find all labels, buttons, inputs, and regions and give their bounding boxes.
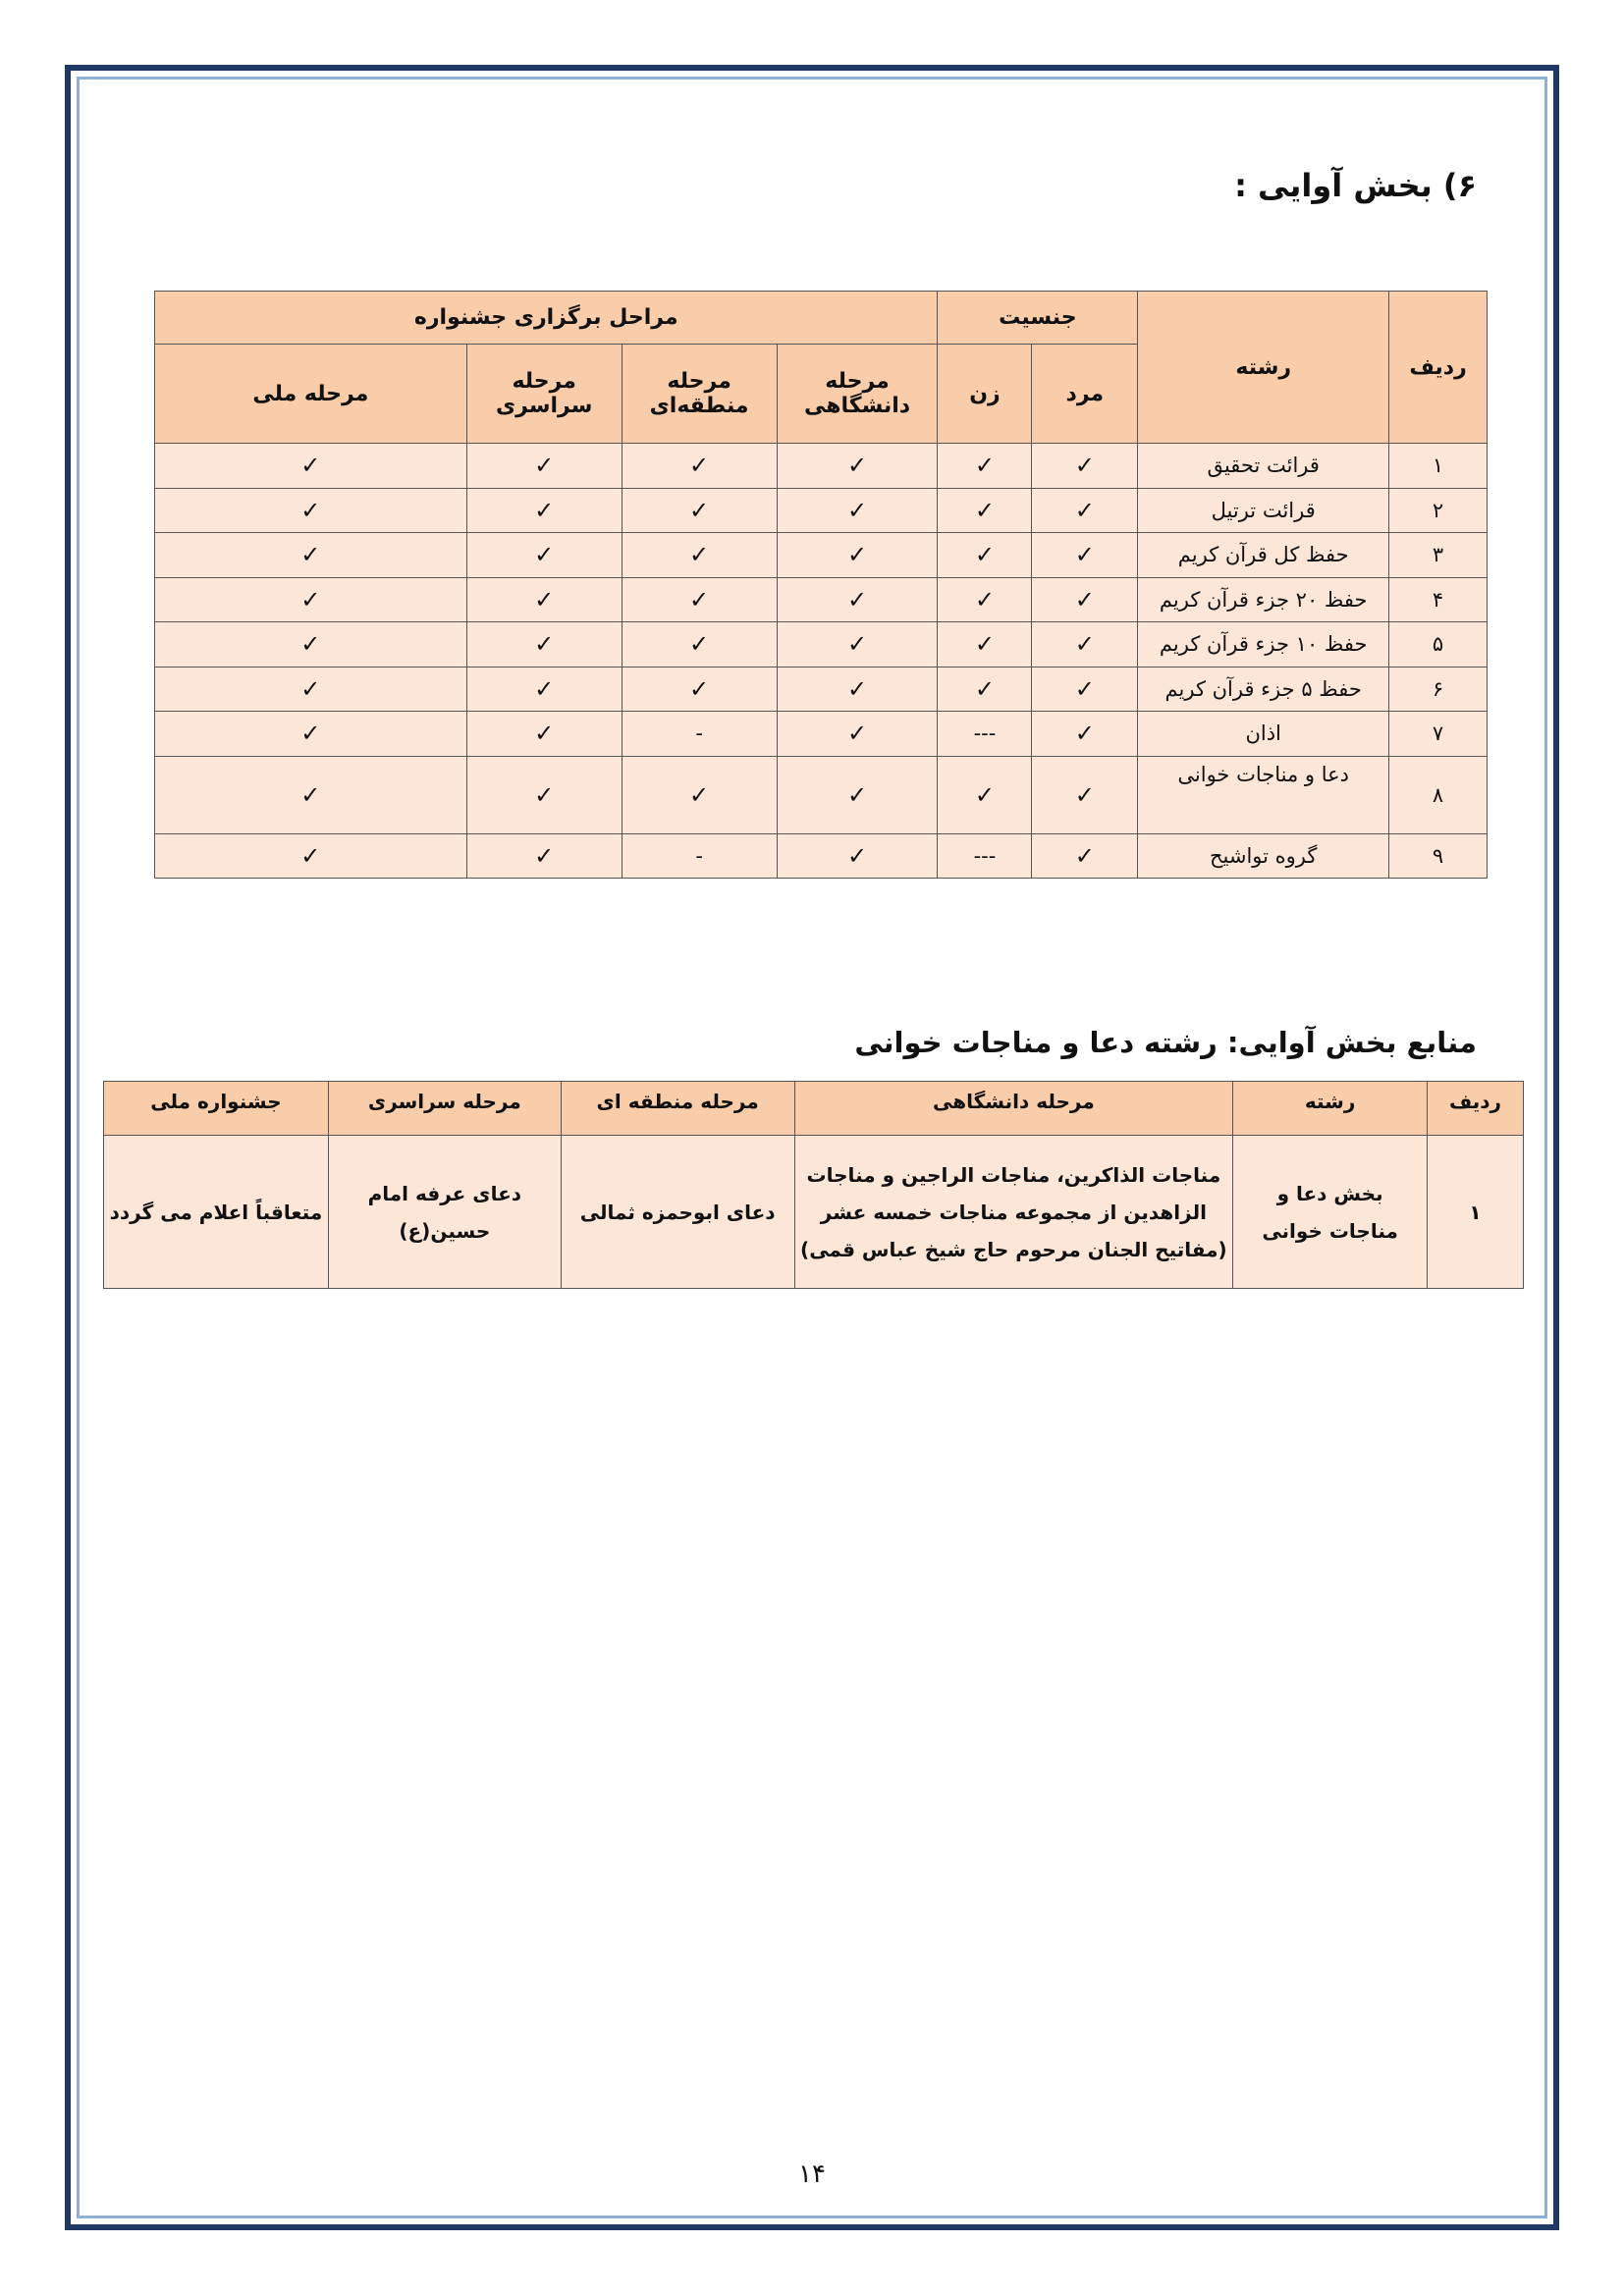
cell-resource-line: دعای عرفه امام [367,1181,522,1205]
header-nationwide-stage: مرحله سراسری [328,1082,561,1136]
header-stages: مراحل برگزاری جشنواره [155,292,938,345]
cell-female: ✓ [938,622,1032,667]
table-row [155,622,1488,667]
cell-national-stage: ✓ [155,756,467,833]
cell-regional-stage: - [622,833,777,879]
cell-nationwide-stage: ✓ [466,488,622,533]
cell-female: ✓ [938,667,1032,712]
cell-resource-line: حسین(ع) [399,1218,491,1243]
cell-male: ✓ [1032,577,1138,622]
table-row [155,444,1488,489]
cell-national-stage: ✓ [155,533,467,578]
cell-university-stage: ✓ [777,833,938,879]
cell-row-number: ۱ [1428,1136,1524,1289]
cell-male: ✓ [1032,488,1138,533]
cell-regional-stage: ✓ [622,667,777,712]
cell-row-number: ۷ [1389,712,1488,757]
cell-regional-stage: ✓ [622,577,777,622]
cell-university-stage: ✓ [777,622,938,667]
header-national-festival: جشنواره ملی [104,1082,329,1136]
cell-female: ✓ [938,488,1032,533]
cell-male: ✓ [1032,667,1138,712]
cell-regional-resource: دعای ابوحمزه ثمالی [561,1136,794,1289]
cell-female: --- [938,712,1032,757]
cell-national-stage: ✓ [155,667,467,712]
cell-national-stage: ✓ [155,622,467,667]
header-regional-stage: مرحله منطقه ای [561,1082,794,1136]
cell-row-number: ۹ [1389,833,1488,879]
cell-national-resource: متعاقباً اعلام می گردد [104,1136,329,1289]
table-row [155,833,1488,879]
cell-field-line: مناجات خوانی [1262,1218,1398,1243]
cell-national-stage: ✓ [155,577,467,622]
header-male: مرد [1032,345,1138,444]
page-number: ۱۴ [798,2160,826,2189]
cell-field-name: قرائت تحقیق [1138,444,1389,489]
cell-university-stage: ✓ [777,577,938,622]
cell-row-number: ۳ [1389,533,1488,578]
cell-male: ✓ [1032,712,1138,757]
cell-female: ✓ [938,533,1032,578]
header-female: زن [938,345,1032,444]
cell-row-number: ۱ [1389,444,1488,489]
header-gender: جنسیت [938,292,1138,345]
cell-female: ✓ [938,756,1032,833]
cell-male: ✓ [1032,756,1138,833]
cell-row-number: ۸ [1389,756,1488,833]
cell-field-name: قرائت ترتیل [1138,488,1389,533]
section-heading: ۶) بخش آوایی : [1234,167,1477,204]
competition-table [154,291,1488,879]
table-row [155,488,1488,533]
cell-male: ✓ [1032,533,1138,578]
table-row [155,577,1488,622]
cell-field-line: بخش دعا و [1276,1181,1383,1205]
cell-university-stage: ✓ [777,712,938,757]
cell-nationwide-stage: ✓ [466,756,622,833]
header-university-stage: مرحله دانشگاهی [777,345,938,444]
cell-female: ✓ [938,444,1032,489]
header-regional-stage: مرحله منطقه‌ای [622,345,777,444]
cell-university-stage: ✓ [777,533,938,578]
cell-row-number: ۲ [1389,488,1488,533]
table-row [155,712,1488,757]
header-national-stage: مرحله ملی [155,345,467,444]
cell-nationwide-stage: ✓ [466,833,622,879]
cell-regional-stage: ✓ [622,488,777,533]
table-row [104,1136,1524,1289]
cell-national-stage: ✓ [155,488,467,533]
cell-male: ✓ [1032,622,1138,667]
header-field: رشته [1138,292,1389,444]
cell-nationwide-stage: ✓ [466,577,622,622]
cell-resource-line: الزاهدین از مجموعه مناجات خمسه عشر [820,1200,1207,1224]
cell-university-resource [794,1136,1233,1289]
resources-table [103,1081,1524,1289]
table-row [155,756,1488,833]
cell-field-name: حفظ ۵ جزء قرآن کریم [1138,667,1389,712]
cell-university-stage: ✓ [777,488,938,533]
table-row [155,533,1488,578]
cell-row-number: ۴ [1389,577,1488,622]
cell-regional-stage: ✓ [622,756,777,833]
cell-field-name: اذان [1138,712,1389,757]
cell-female: --- [938,833,1032,879]
cell-field [1233,1136,1428,1289]
cell-university-stage: ✓ [777,756,938,833]
cell-regional-stage: ✓ [622,444,777,489]
cell-nationwide-resource [328,1136,561,1289]
cell-regional-stage: ✓ [622,622,777,667]
header-row-number: ردیف [1428,1082,1524,1136]
cell-field-name: گروه تواشیح [1138,833,1389,879]
table-row [155,667,1488,712]
cell-nationwide-stage: ✓ [466,444,622,489]
cell-male: ✓ [1032,833,1138,879]
cell-row-number: ۶ [1389,667,1488,712]
cell-field-name: حفظ ۲۰ جزء قرآن کریم [1138,577,1389,622]
cell-field-name: دعا و مناجات خوانی [1138,756,1389,833]
cell-field-name: حفظ ۱۰ جزء قرآن کریم [1138,622,1389,667]
cell-resource-line: مناجات الذاکرین، مناجات الراجین و مناجات [806,1162,1221,1187]
cell-nationwide-stage: ✓ [466,712,622,757]
cell-field-name: حفظ کل قرآن کریم [1138,533,1389,578]
cell-university-stage: ✓ [777,444,938,489]
cell-national-stage: ✓ [155,444,467,489]
cell-female: ✓ [938,577,1032,622]
cell-nationwide-stage: ✓ [466,667,622,712]
cell-university-stage: ✓ [777,667,938,712]
cell-nationwide-stage: ✓ [466,533,622,578]
header-row-number: ردیف [1389,292,1488,444]
cell-national-stage: ✓ [155,833,467,879]
cell-regional-stage: ✓ [622,533,777,578]
header-university-stage: مرحله دانشگاهی [794,1082,1233,1136]
cell-resource-line: (مفاتیح الجنان مرحوم حاج شیخ عباس قمی) [800,1237,1227,1261]
cell-row-number: ۵ [1389,622,1488,667]
cell-regional-stage: - [622,712,777,757]
header-nationwide-stage: مرحله سراسری [466,345,622,444]
header-field: رشته [1233,1082,1428,1136]
cell-nationwide-stage: ✓ [466,622,622,667]
cell-male: ✓ [1032,444,1138,489]
cell-national-stage: ✓ [155,712,467,757]
resources-heading: منابع بخش آوایی: رشته دعا و مناجات خوانی [854,1026,1477,1059]
